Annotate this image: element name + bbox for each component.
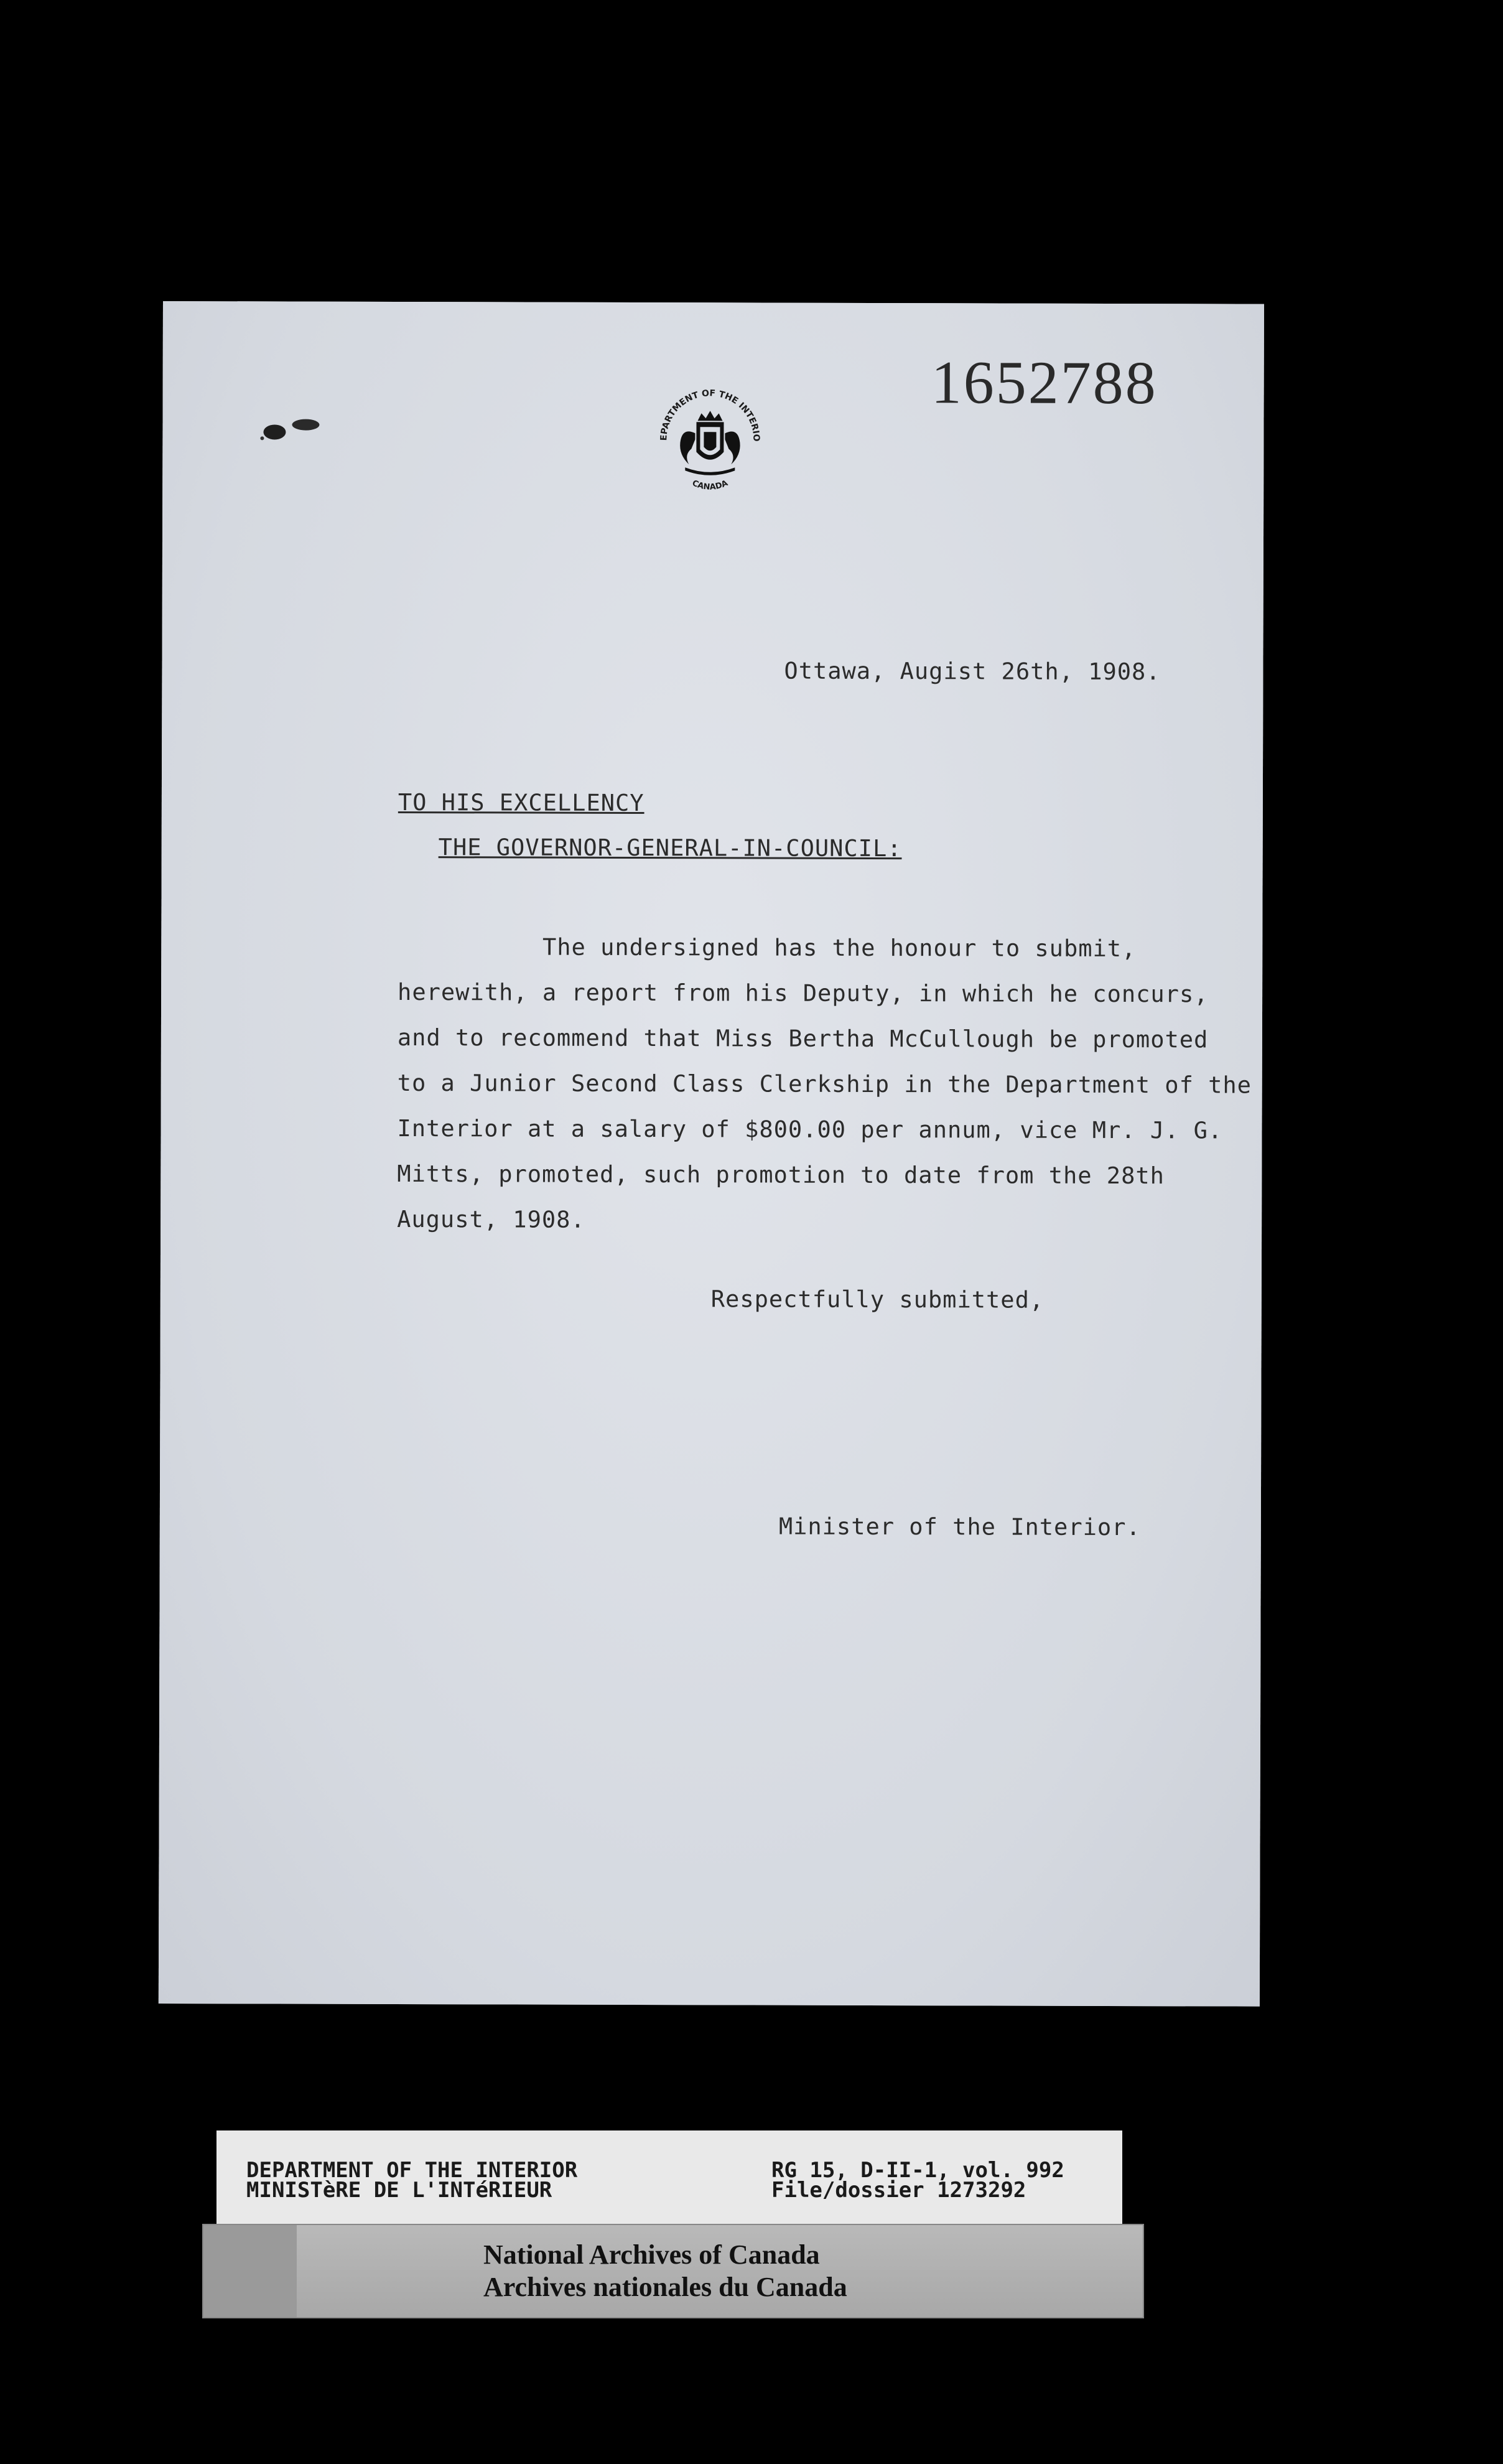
body-line: and to recommend that Miss Bertha McCullough be promoted (397, 1024, 1209, 1053)
body-line: to a Junior Second Class Clerkship in the Department of the (397, 1069, 1252, 1099)
letter-body (397, 924, 1256, 1244)
signature-title: Minister of the Interior. (778, 1513, 1141, 1541)
body-line: Interior at a salary of $800.00 per annum, vice Mr. J. G. (397, 1114, 1223, 1144)
archives-name-en: National Archives of Canada (483, 2239, 820, 2270)
body-line: August, 1908. (397, 1205, 585, 1233)
body-line: herewith, a report from his Deputy, in which he concurs, (398, 978, 1209, 1008)
svg-text:DEPARTMENT OF THE INTERIOR: DEPARTMENT OF THE INTERIOR (659, 388, 761, 442)
address-line-2: THE GOVERNOR-GENERAL-IN-COUNCIL: (438, 834, 902, 862)
department-en: DEPARTMENT OF THE INTERIOR (246, 2158, 578, 2183)
file-number: File/dossier 1273292 (771, 2178, 1026, 2203)
record-group: RG 15, D-II-1, vol. 992 (771, 2158, 1064, 2183)
department-fr: MINISTèRE DE L'INTéRIEUR (246, 2178, 552, 2203)
document-page (159, 301, 1264, 2007)
ink-smudge (256, 413, 330, 444)
document-number: 1652788 (931, 349, 1158, 418)
svg-text:CANADA: CANADA (691, 478, 730, 492)
archives-banner (202, 2224, 1144, 2318)
body-line: The undersigned has the honour to submit, (398, 933, 1137, 963)
banner-stripe (203, 2225, 297, 2317)
archive-reference-label (216, 2130, 1122, 2224)
address-line-1: TO HIS EXCELLENCY (398, 788, 644, 817)
date-line: Ottawa, Augist 26th, 1908. (784, 657, 1161, 686)
archives-name-fr: Archives nationales du Canada (483, 2272, 847, 2302)
department-seal-icon (648, 377, 773, 502)
reference-label (771, 2158, 1064, 2203)
banner-text (483, 2239, 847, 2303)
department-label (246, 2158, 578, 2203)
closing-line: Respectfully submitted, (710, 1286, 1045, 1314)
body-line: Mitts, promoted, such promotion to date from the 28th (397, 1160, 1165, 1190)
